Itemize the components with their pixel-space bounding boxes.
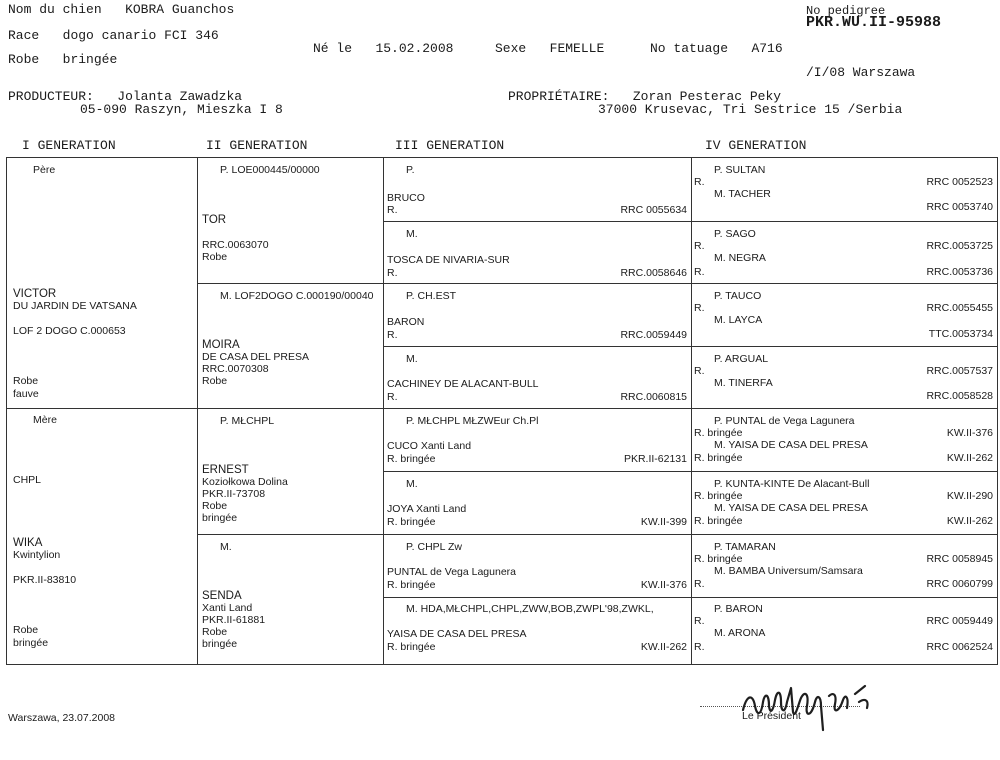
sire-name: VICTOR: [13, 288, 57, 300]
gen4-dam-reg-7: RRC 0060799: [926, 578, 993, 590]
gen2-dd-header: M.: [220, 541, 232, 553]
gen4-dam-1: M. TACHER: [714, 188, 771, 200]
gen4-sire-robe-3: R.: [694, 302, 705, 314]
gen4-sire-robe-4: R.: [694, 365, 705, 377]
gen2-ds-header: P. MŁCHPL: [220, 415, 275, 427]
sex-value: FEMELLE: [549, 41, 605, 56]
gen2-ss-header: P. LOE000445/00000: [220, 164, 320, 176]
gen4-dam-5: M. YAISA DE CASA DEL PRESA: [714, 439, 868, 451]
gen2-ss-reg: RRC.0063070: [202, 239, 269, 251]
sire-robe-label: Robe: [13, 375, 39, 387]
gen3-reg-7: KW.II-376: [640, 579, 687, 591]
gen3-reg-5: PKR.II-62131: [623, 453, 687, 465]
race-label: Race: [8, 28, 40, 43]
sire-heading: Père: [33, 164, 56, 176]
dam-robe-label: Robe: [13, 624, 39, 636]
gen3-robe-4: R.: [387, 391, 398, 403]
gen2-sd-name: MOIRA: [202, 339, 240, 351]
gen3-robe-2: R.: [387, 267, 398, 279]
gen3-header-6: M.: [406, 478, 418, 490]
signature-image: [735, 672, 895, 744]
gen4-dam-reg-8: RRC 0062524: [926, 641, 993, 653]
gen3-cell-3: [384, 284, 691, 346]
gen3-robe-1: R.: [387, 204, 398, 216]
producer-label: PRODUCTEUR:: [8, 89, 94, 104]
robe-value: bringée: [62, 52, 118, 67]
tattoo-row: [650, 41, 783, 56]
gen3-reg-3: RRC.0059449: [620, 329, 687, 341]
owner-label: PROPRIÉTAIRE:: [508, 89, 610, 104]
gen3-reg-8: KW.II-262: [640, 641, 687, 653]
gen4-sire-reg-3: RRC.0055455: [926, 302, 993, 314]
gen4-cell-5: [692, 409, 997, 471]
gen4-sire-robe-6: R. bringée: [694, 490, 743, 502]
gen4-sire-robe-7: R. bringée: [694, 553, 743, 565]
gen4-dam-robe-6: R. bringée: [694, 515, 743, 527]
birth-row: [313, 41, 453, 56]
gen4-dam-4: M. TINERFA: [714, 377, 773, 389]
gen2-sd-cell: [198, 284, 383, 408]
gen2-ds-kennel: Koziołkowa Dolina: [202, 476, 288, 488]
pedigree-number: PKR.WU.II-95988: [806, 14, 942, 31]
gen4-dam-reg-3: TTC.0053734: [928, 328, 993, 340]
gen4-sire-robe-1: R.: [694, 176, 705, 188]
gen3-cell-6: [384, 472, 691, 534]
gen2-ss-robe: Robe: [202, 251, 228, 263]
gen4-sire-3: P. TAUCO: [714, 290, 762, 302]
pedigree-label: No pedigree: [806, 4, 886, 18]
tattoo-label: No tatuage: [650, 41, 729, 56]
dam-robe: bringée: [13, 637, 49, 649]
gen4-dam-6: M. YAISA DE CASA DEL PRESA: [714, 502, 868, 514]
gen3-reg-1: RRC 0055634: [620, 204, 687, 216]
gen3-name-8: YAISA DE CASA DEL PRESA: [387, 628, 527, 640]
gen3-name-5: CUCO Xanti Land: [387, 440, 472, 452]
gen3-header-7: P. CHPL Zw: [406, 541, 463, 553]
gen4-sire-5: P. PUNTAL de Vega Lagunera: [714, 415, 855, 427]
gen4-cell-4: [692, 347, 997, 408]
president-label: Le Président: [742, 710, 801, 722]
gen3-cell-4: [384, 347, 691, 408]
gen2-dd-robe: bringée: [202, 638, 238, 650]
birth-date: 15.02.2008: [375, 41, 454, 56]
gen3-robe-3: R.: [387, 329, 398, 341]
gen4-dam-robe-7: R.: [694, 578, 705, 590]
gen3-cell-7: [384, 535, 691, 597]
gen4-dam-8: M. ARONA: [714, 627, 766, 639]
gen-heading-4: IV GENERATION: [705, 138, 807, 153]
gen2-sd-kennel: DE CASA DEL PRESA: [202, 351, 309, 363]
gen2-ds-reg: PKR.II-73708: [202, 488, 266, 500]
gen2-dd-name: SENDA: [202, 590, 242, 602]
gen2-ss-cell: [198, 158, 383, 283]
gen3-cell-5: [384, 409, 691, 471]
gen4-sire-reg-5: KW.II-376: [946, 427, 993, 439]
gen3-name-7: PUNTAL de Vega Lagunera: [387, 566, 517, 578]
gen4-sire-robe-8: R.: [694, 615, 705, 627]
gen2-ss-name: TOR: [202, 214, 227, 226]
gen-heading-3: III GENERATION: [395, 138, 505, 153]
gen2-dd-robe-label: Robe: [202, 626, 228, 638]
gen4-cell-2: [692, 222, 997, 283]
gen4-dam-2: M. NEGRA: [714, 252, 766, 264]
gen2-sd-reg: RRC.0070308: [202, 363, 269, 375]
gen4-sire-reg-6: KW.II-290: [946, 490, 993, 502]
gen-heading-1: I GENERATION: [22, 138, 116, 153]
gen4-sire-robe-5: R. bringée: [694, 427, 743, 439]
gen3-reg-6: KW.II-399: [640, 516, 687, 528]
gen3-header-5: P. MŁCHPL MŁZWEur Ch.Pl: [406, 415, 539, 427]
owner-address: 37000 Krusevac, Tri Sestrice 15 /Serbia: [598, 102, 903, 117]
gen3-name-1: BRUCO: [387, 192, 425, 204]
gen2-ds-robe-label: Robe: [202, 500, 228, 512]
gen4-sire-6: P. KUNTA-KINTE De Alacant-Bull: [714, 478, 870, 490]
gen4-sire-7: P. TAMARAN: [714, 541, 776, 553]
gen2-ds-cell: [198, 409, 383, 534]
gen4-dam-reg-6: KW.II-262: [946, 515, 993, 527]
gen4-dam-reg-2: RRC.0053736: [926, 266, 993, 278]
gen4-sire-2: P. SAGO: [714, 228, 756, 240]
producer-name: Jolanta Zawadzka: [117, 89, 243, 104]
gen3-robe-5: R. bringée: [387, 453, 436, 465]
gen4-sire-8: P. BARON: [714, 603, 763, 615]
gen4-dam-robe-5: R. bringée: [694, 452, 743, 464]
gen3-header-4: M.: [406, 353, 418, 365]
place-date: Warszawa, 23.07.2008: [8, 712, 116, 724]
gen4-sire-reg-2: RRC.0053725: [926, 240, 993, 252]
gen4-dam-reg-4: RRC.0058528: [926, 390, 993, 402]
gen2-sd-header: M. LOF2DOGO C.000190/00040: [220, 290, 374, 302]
gen4-dam-reg-5: KW.II-262: [946, 452, 993, 464]
gen4-cell-1: [692, 158, 997, 221]
sex-row: [495, 41, 604, 56]
gen4-dam-reg-1: RRC 0053740: [926, 201, 993, 213]
gen3-header-2: M.: [406, 228, 418, 240]
gen3-reg-4: RRC.0060815: [620, 391, 687, 403]
gen2-sd-robe: Robe: [202, 375, 228, 387]
race-value: dogo canario FCI 346: [62, 28, 219, 43]
birth-label: Né le: [313, 41, 353, 56]
gen-heading-2: II GENERATION: [206, 138, 308, 153]
producer-address: 05-090 Raszyn, Mieszka I 8: [80, 102, 283, 117]
race-row: [8, 28, 219, 43]
gen3-cell-2: [384, 222, 691, 283]
sex-label: Sexe: [495, 41, 527, 56]
gen2-dd-cell: [198, 535, 383, 666]
robe-row: [8, 52, 117, 67]
owner-name: Zoran Pesterac Peky: [632, 89, 782, 104]
gen3-cell-1: [384, 158, 691, 221]
registry-ref: /I/08 Warszawa: [806, 65, 916, 80]
dog-name-row: [8, 2, 234, 17]
dam-name: WIKA: [13, 537, 43, 549]
gen3-header-3: P. CH.EST: [406, 290, 456, 302]
gen2-dd-reg: PKR.II-61881: [202, 614, 266, 626]
gen4-cell-3: [692, 284, 997, 346]
gen3-cell-8: [384, 598, 691, 666]
gen4-cell-6: [692, 472, 997, 534]
gen3-name-6: JOYA Xanti Land: [387, 503, 467, 515]
gen4-cell-7: [692, 535, 997, 597]
gen3-header-1: P.: [406, 164, 415, 176]
gen4-sire-reg-1: RRC 0052523: [926, 176, 993, 188]
gen4-sire-reg-7: RRC 0058945: [926, 553, 993, 565]
gen4-dam-7: M. BAMBA Universum/Samsara: [714, 565, 863, 577]
dam-reg: PKR.II-83810: [13, 574, 77, 586]
gen4-sire-reg-8: RRC 0059449: [926, 615, 993, 627]
gen4-sire-4: P. ARGUAL: [714, 353, 769, 365]
gen3-robe-8: R. bringée: [387, 641, 436, 653]
dam-kennel: Kwintylion: [13, 549, 61, 561]
gen4-cell-8: [692, 598, 997, 666]
sire-reg: LOF 2 DOGO C.000653: [13, 325, 126, 337]
gen3-name-2: TOSCA DE NIVARIA-SUR: [387, 254, 510, 266]
gen3-robe-6: R. bringée: [387, 516, 436, 528]
pedigree-table: [6, 157, 998, 665]
sire-kennel: DU JARDIN DE VATSANA: [13, 300, 137, 312]
dam-heading: Mère: [33, 414, 57, 426]
gen3-reg-2: RRC.0058646: [620, 267, 687, 279]
gen4-sire-robe-2: R.: [694, 240, 705, 252]
gen4-dam-robe-8: R.: [694, 641, 705, 653]
gen4-sire-1: P. SULTAN: [714, 164, 766, 176]
gen1-sire-cell: [7, 158, 197, 408]
gen2-ds-name: ERNEST: [202, 464, 249, 476]
gen3-name-4: CACHINEY DE ALACANT-BULL: [387, 378, 539, 390]
gen2-dd-kennel: Xanti Land: [202, 602, 253, 614]
dam-title: CHPL: [13, 474, 42, 486]
gen4-dam-3: M. LAYCA: [714, 314, 763, 326]
gen3-name-3: BARON: [387, 316, 425, 328]
robe-label: Robe: [8, 52, 40, 67]
gen4-dam-robe-2: R.: [694, 266, 705, 278]
sire-robe: fauve: [13, 388, 39, 400]
gen3-header-8: M. HDA,MŁCHPL,CHPL,ZWW,BOB,ZWPL'98,ZWKL,: [406, 603, 654, 615]
gen2-ds-robe: bringée: [202, 512, 238, 524]
gen4-sire-reg-4: RRC.0057537: [926, 365, 993, 377]
tattoo-value: A716: [751, 41, 783, 56]
dog-name: KOBRA Guanchos: [125, 2, 235, 17]
dog-name-label: Nom du chien: [8, 2, 102, 17]
gen1-dam-cell: [7, 408, 197, 666]
gen3-robe-7: R. bringée: [387, 579, 436, 591]
